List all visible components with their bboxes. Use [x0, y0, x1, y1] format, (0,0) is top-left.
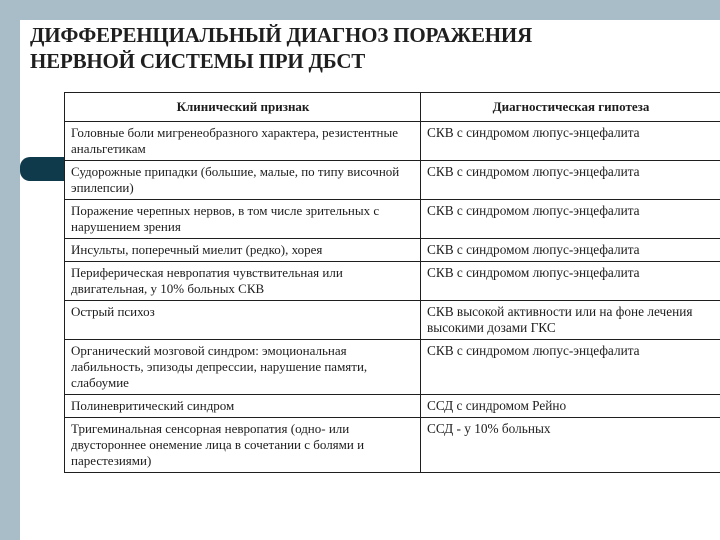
hypothesis-cell: ССД с синдромом Рейно	[421, 395, 720, 418]
hypothesis-cell: ССД - у 10% больных	[421, 418, 720, 473]
diagnosis-table-container	[64, 92, 720, 540]
table-row	[65, 340, 720, 395]
table-row	[65, 395, 720, 418]
table-header-row	[65, 93, 720, 122]
hypothesis-cell: СКВ с синдромом люпус-энцефалита	[421, 161, 720, 200]
slide-tab-marker	[20, 157, 65, 181]
table-row	[65, 239, 720, 262]
table-row	[65, 161, 720, 200]
hypothesis-cell: СКВ с синдромом люпус-энцефалита	[421, 122, 720, 161]
clinical-sign-cell: Органический мозговой синдром: эмоциональная лабильность, эпизоды депрессии, нарушение памяти, слабоумие	[65, 340, 421, 395]
clinical-sign-cell: Тригеминальная сенсорная невропатия (одно- или двустороннее онемение лица в сочетании с болями и парестезиями)	[65, 418, 421, 473]
header-diagnostic-hypothesis: Диагностическая гипотеза	[421, 93, 720, 122]
table-row	[65, 200, 720, 239]
clinical-sign-cell: Судорожные припадки (большие, малые, по типу височной эпилепсии)	[65, 161, 421, 200]
clinical-sign-cell: Периферическая невропатия чувствительная или двигательная, у 10% больных СКВ	[65, 262, 421, 301]
top-decor-bar	[0, 0, 720, 20]
clinical-sign-cell: Поражение черепных нервов, в том числе зрительных с нарушением зрения	[65, 200, 421, 239]
clinical-sign-cell: Головные боли мигренеобразного характера, резистентные анальгетикам	[65, 122, 421, 161]
table-row	[65, 418, 720, 473]
hypothesis-cell: СКВ с синдромом люпус-энцефалита	[421, 200, 720, 239]
table-row	[65, 301, 720, 340]
clinical-sign-cell: Полиневритический синдром	[65, 395, 421, 418]
header-clinical-sign: Клинический признак	[65, 93, 421, 122]
slide-title: ДИФФЕРЕНЦИАЛЬНЫЙ ДИАГНОЗ ПОРАЖЕНИЯ НЕРВНОЙ СИСТЕМЫ ПРИ ДБСТ	[30, 23, 533, 73]
left-decor-bar	[0, 0, 20, 540]
table-row	[65, 262, 720, 301]
diagnosis-table	[64, 92, 720, 473]
hypothesis-cell: СКВ высокой активности или на фоне лечения высокими дозами ГКС	[421, 301, 720, 340]
hypothesis-cell: СКВ с синдромом люпус-энцефалита	[421, 239, 720, 262]
table-row	[65, 122, 720, 161]
hypothesis-cell: СКВ с синдромом люпус-энцефалита	[421, 262, 720, 301]
clinical-sign-cell: Острый психоз	[65, 301, 421, 340]
clinical-sign-cell: Инсульты, поперечный миелит (редко), хорея	[65, 239, 421, 262]
hypothesis-cell: СКВ с синдромом люпус-энцефалита	[421, 340, 720, 395]
